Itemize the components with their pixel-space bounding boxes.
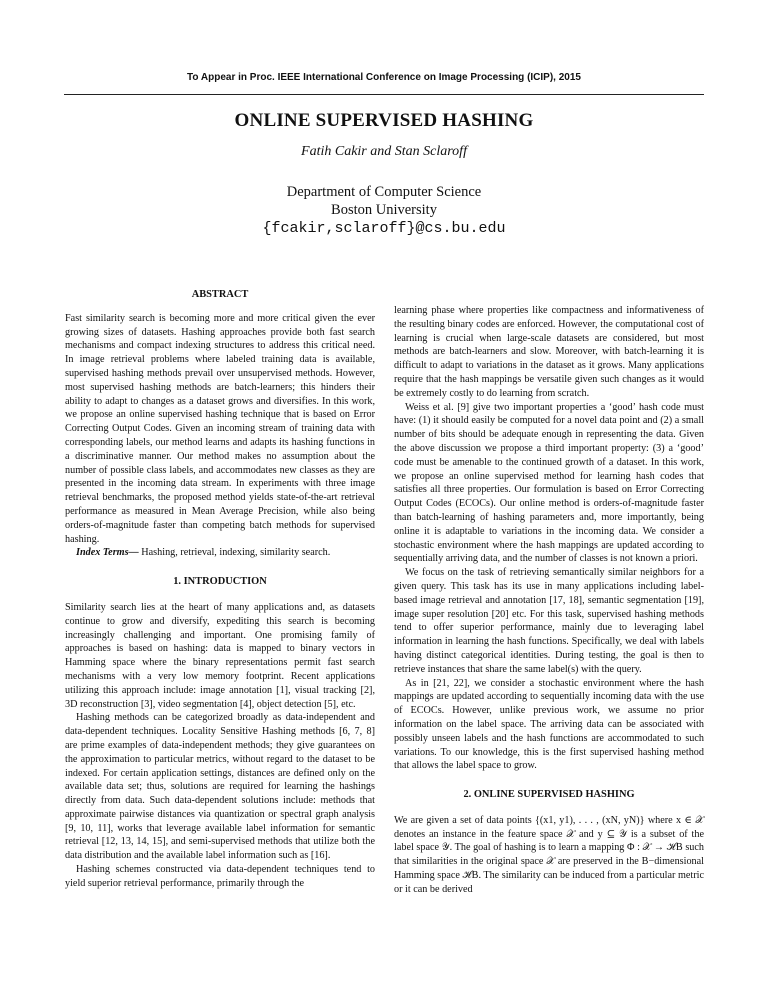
paper-authors: Fatih Cakir and Stan Sclaroff (301, 144, 467, 159)
index-terms-label: Index Terms— (76, 547, 139, 559)
venue-note: To Appear in Proc. IEEE International Conference on Image Processing (ICIP), 2015 (187, 72, 581, 83)
paper-title: ONLINE SUPERVISED HASHING (234, 110, 534, 131)
intro-paragraph-4: Weiss et al. [9] give two important properties a ‘good’ hash code must have: (1) it should easily be computed for a novel data point and (2) a small number of bits should be adequate enough in representing the data. Given the above discussion we propose a third important property: (3) a ‘good’ code must be amenable to the continued growth of a dataset. In this work, we propose an online supervised method for learning hash codes that satisfies all three properties. Our formulation is based on Error Correcting Output Codes (ECOCs). Our online method is orders-of-magnitude faster than batch-learning of hashing parameters and, more importantly, being online it is adaptable to variations in the incoming data. We consider a stochastic environment where the hash mappings are updated according to sequentially arriving data, and the number of classes is not known a priori. (394, 401, 704, 565)
intro-paragraph-3-cont: learning phase where properties like compactness and informativeness of the resulting binary codes are enforced. However, the computational cost of learning is crucial when large-scale datasets are considered, but most methods are batch-learners and slow. Moreover, with batch-learning it is difficult to adapt to variations in the dataset as it grows. Many applications require that the hash mappings be versatile given such changes as it would be extremely costly to do learning from scratch. (394, 305, 704, 399)
author-email[interactable]: {fcakir,sclaroff}@cs.bu.edu (262, 220, 506, 237)
section-2-paragraph-1: We are given a set of data points {(x1, y1), . . . , (xN, yN)} where x ∈ 𝒳 denotes an instance in the feature space 𝒳 and y ⊆ 𝒴 is a subset of the label space 𝒴. The goal of hashing is to learn a mapping Φ : 𝒳 → ℋB such that similarities in the original space 𝒳 are preserved in the B−dimensional Hamming space ℋB. The similarity can be induced from a particular metric or it can be derived (394, 814, 704, 895)
intro-paragraph-2: Hashing methods can be categorized broadly as data-independent and data-dependent techniques. Locality Sensitive Hashing methods [6, 7, 8] are prime examples of data-independent methods; they give guarantees on the approximation to particular metrics, without regard to the dataset to be indexed. For certain application settings, distances are defined only on the available data set; thus, solutions are required for learning the hashings directly from data. Such data-dependent solutions include: methods that approximate pairwise distances via quantization or spectral graph analysis [9, 10, 11], works that leverage available label information for semantic retrieval [12, 13, 14, 15], and semi-supervised methods that utilize both the data distribution and the available label information such as [16]. (65, 712, 375, 862)
section-1-heading: 1. INTRODUCTION (173, 576, 267, 588)
intro-paragraph-6: As in [21, 22], we consider a stochastic environment where the hash mappings are updated according to sequentially incoming data with the use of ECOCs. However, unlike previous work, we assume no prior information on the label space. The arriving data can be associated with possibly unseen labels and the hash functions are accommodated to such variations. To our knowledge, this is the first supervised hashing method that allows the label space to grow. (394, 677, 704, 772)
affiliation (0, 183, 768, 219)
left-column (65, 288, 375, 891)
department: Department of Computer Science (286, 184, 482, 200)
section-2-heading: 2. ONLINE SUPERVISED HASHING (463, 789, 635, 801)
header-rule (64, 94, 704, 95)
intro-paragraph-5: We focus on the task of retrieving semantically similar neighbors for a given query. This task has its use in many applications including label-based image retrieval and annotation [17, 18], semantic segmentation [19], image super resolution [20] etc. For this task, supervised hashing methods tend to offer superior performance, mainly due to leveraging label information in learning the hash functions. Specifically, we deal with labels having distinct categorical identities. During testing, the goal is then to retrieve instances that share the same label(s) with the query. (394, 567, 704, 675)
abstract-heading: ABSTRACT (191, 289, 249, 300)
university: Boston University (331, 202, 437, 218)
abstract-text: Fast similarity search is becoming more and more critical given the ever growing sizes of datasets. Hashing approaches provide both fast search mechanisms and compact indexing structures to address this critical need. In image retrieval problems where labeled training data is available, supervised hashing methods prevail over unsupervised methods. However, most supervised hashing methods are batch-learners; this hinders their ability to adapt to changes as a dataset grows and diversifies. In this work, we propose an online supervised hashing technique that is based on Error Correcting Output Codes. Given an incoming stream of training data with corresponding labels, our method learns and adapts its hashing functions in a discriminative manner. Our method makes no assumption about the number of possible class labels, and accommodates new classes as they are presented in the incoming data stream. In experiments with three image retrieval benchmarks, the proposed method yields state-of-the-art retrieval performance as measured in Mean Average Precision, while also being orders-of-magnitude faster than competing batch methods for supervised hashing. (65, 312, 375, 545)
index-terms-text: Hashing, retrieval, indexing, similarity search. (138, 547, 331, 559)
intro-paragraph-3: Hashing schemes constructed via data-dependent techniques tend to yield superior retrieval performance, primarily through the (65, 864, 375, 889)
intro-paragraph-1: Similarity search lies at the heart of many applications and, as datasets continue to grow and diversify, expediting this search is becoming increasingly challenging and important. One promising family of approaches is based on hashing: data is mapped to binary vectors in Hamming space where the binary representations permit fast search mechanisms with a very low memory footprint. Recent applications utilizing this approach include: image annotation [1], visual tracking [2], 3D reconstruction [3], video segmentation [4], object detection [5], etc. (65, 601, 375, 710)
right-column (394, 304, 704, 897)
index-terms (65, 546, 375, 560)
